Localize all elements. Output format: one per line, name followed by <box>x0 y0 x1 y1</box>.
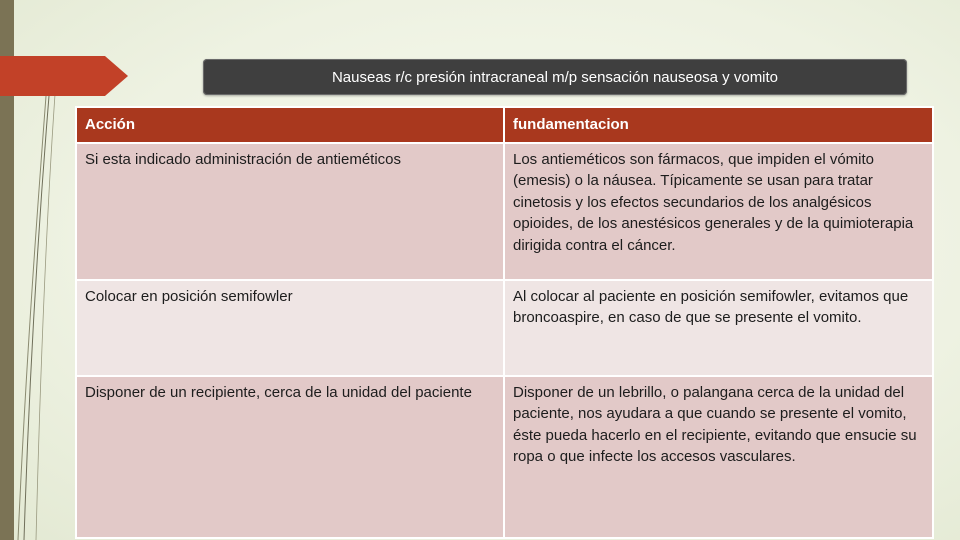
header-fundamentacion: fundamentacion <box>504 107 933 143</box>
cell-fundamentacion: Los antieméticos son fármacos, que impiden el vómito (emesis) o la náusea. Típicamente se usan para tratar cinetosis y los efectos secundarios de los analgésicos opioides, de los anestésicos generales y de la quimioterapia dirigida contra el cáncer. <box>504 143 933 280</box>
table-header-row <box>76 107 933 143</box>
table-row <box>76 280 933 376</box>
cell-accion: Colocar en posición semifowler <box>76 280 504 376</box>
table-row <box>76 143 933 280</box>
arrow-tab-decoration <box>0 56 128 96</box>
header-accion: Acción <box>76 107 504 143</box>
cell-accion: Disponer de un recipiente, cerca de la unidad del paciente <box>76 376 504 538</box>
table-row <box>76 376 933 538</box>
cell-fundamentacion: Disponer de un lebrillo, o palangana cerca de la unidad del paciente, nos ayudara a que cuando se presente el vomito, éste pueda hacerlo en el recipiente, evitando que ensucie su ropa o que infecte los accesos vasculares. <box>504 376 933 538</box>
care-plan-table <box>75 106 934 539</box>
cell-accion: Si esta indicado administración de antieméticos <box>76 143 504 280</box>
slide-title-banner <box>203 59 907 95</box>
cell-fundamentacion: Al colocar al paciente en posición semifowler, evitamos que broncoaspire, en caso de que se presente el vomito. <box>504 280 933 376</box>
slide-title: Nauseas r/c presión intracraneal m/p sensación nauseosa y vomito <box>331 68 779 86</box>
